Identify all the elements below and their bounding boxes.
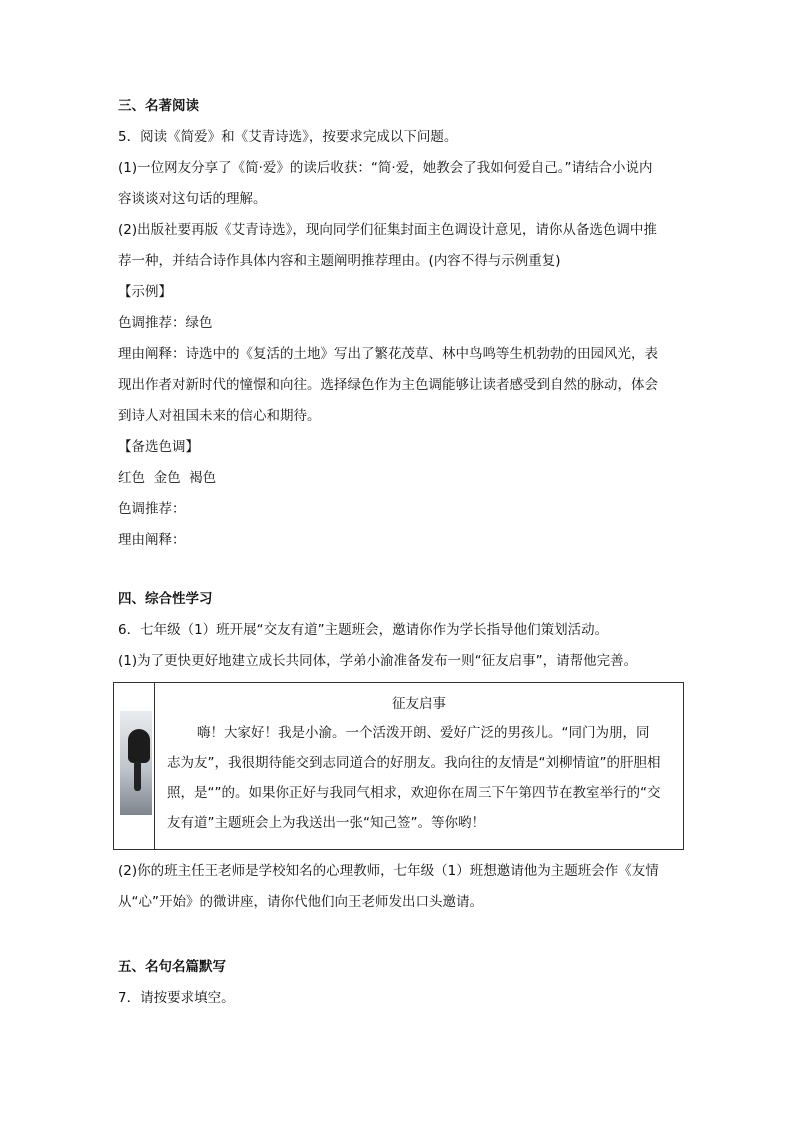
notice-line-2: 志为友”，我很期待能交到志同道合的好朋友。我向往的友情是“刘柳情谊”的肝胆相	[167, 755, 661, 771]
notice-title: 征友启事	[392, 696, 446, 712]
notice-line-4: 友有道”主题班会上为我送出一张“知己签”。等你哟！	[167, 815, 485, 831]
color-options: 红色 金色 褐色	[118, 470, 217, 486]
answer-reason-field: 理由阐释：	[118, 532, 186, 548]
example-reason-line-a: 理由阐释：诗选中的《复活的土地》写出了繁花茂草、林中鸟鸣等生机勃勃的田园风光，表	[118, 346, 658, 362]
question-6-2-line-a: (2)你的班主任王老师是学校知名的心理教师，七年级（1）班想邀请他为主题班会作《友情	[118, 863, 659, 879]
section5-heading: 五、名句名篇默写	[118, 959, 226, 975]
options-label: 【备选色调】	[118, 439, 199, 455]
spacer	[118, 923, 678, 957]
question-7: 7．请按要求填空。	[118, 990, 235, 1006]
example-reason-line-b: 现出作者对新时代的憧憬和向往。选择绿色作为主色调能够让读者感受到自然的脉动，体会	[118, 377, 658, 393]
section3-heading: 三、名著阅读	[118, 98, 199, 114]
example-label: 【示例】	[118, 284, 172, 300]
notice-line-1: 嗨！大家好！我是小渝。一个活泼开朗、爱好广泛的男孩儿。“同门为朋，同	[197, 725, 650, 741]
section4-heading: 四、综合性学习	[118, 591, 213, 607]
document-page	[118, 96, 678, 1019]
question-5: 5．阅读《简爱》和《艾青诗选》，按要求完成以下问题。	[118, 129, 458, 145]
notice-content-cell	[155, 683, 684, 850]
notice-line-3: 照，是“”的。如果你正好与我同气相求，欢迎你在周三下午第四节在教室举行的“交	[167, 785, 661, 801]
example-color: 色调推荐：绿色	[118, 315, 213, 331]
person-silhouette-icon	[128, 729, 150, 763]
question-5-2-line-b: 荐一种，并结合诗作具体内容和主题阐明推荐理由。(内容不得与示例重复)	[118, 253, 561, 269]
answer-color-field: 色调推荐：	[118, 501, 186, 517]
notice-box	[113, 682, 684, 850]
notice-photo	[120, 711, 152, 815]
example-reason-line-c: 到诗人对祖国未来的信心和期待。	[118, 408, 321, 424]
question-5-1-line-a: (1)一位网友分享了《简·爱》的读后收获：“简·爱，她教会了我如何爱自己。”请结合小说内	[118, 160, 653, 176]
question-6: 6．七年级（1）班开展“交友有道”主题班会，邀请你作为学长指导他们策划活动。	[118, 622, 609, 638]
person-leg-shape	[134, 761, 141, 791]
notice-image-cell	[114, 683, 155, 850]
question-6-1: (1)为了更快更好地建立成长共同体，学弟小渝准备发布一则“征友启事”，请帮他完善。	[118, 653, 638, 669]
spacer	[118, 561, 678, 589]
question-5-1-line-b: 容谈谈对这句话的理解。	[118, 191, 267, 207]
question-5-2-line-a: (2)出版社要再版《艾青诗选》，现向同学们征集封面主色调设计意见，请你从备选色调中推	[118, 222, 657, 238]
question-6-2-line-b: 从“心”开始》的微讲座，请你代他们向王老师发出口头邀请。	[118, 894, 483, 910]
